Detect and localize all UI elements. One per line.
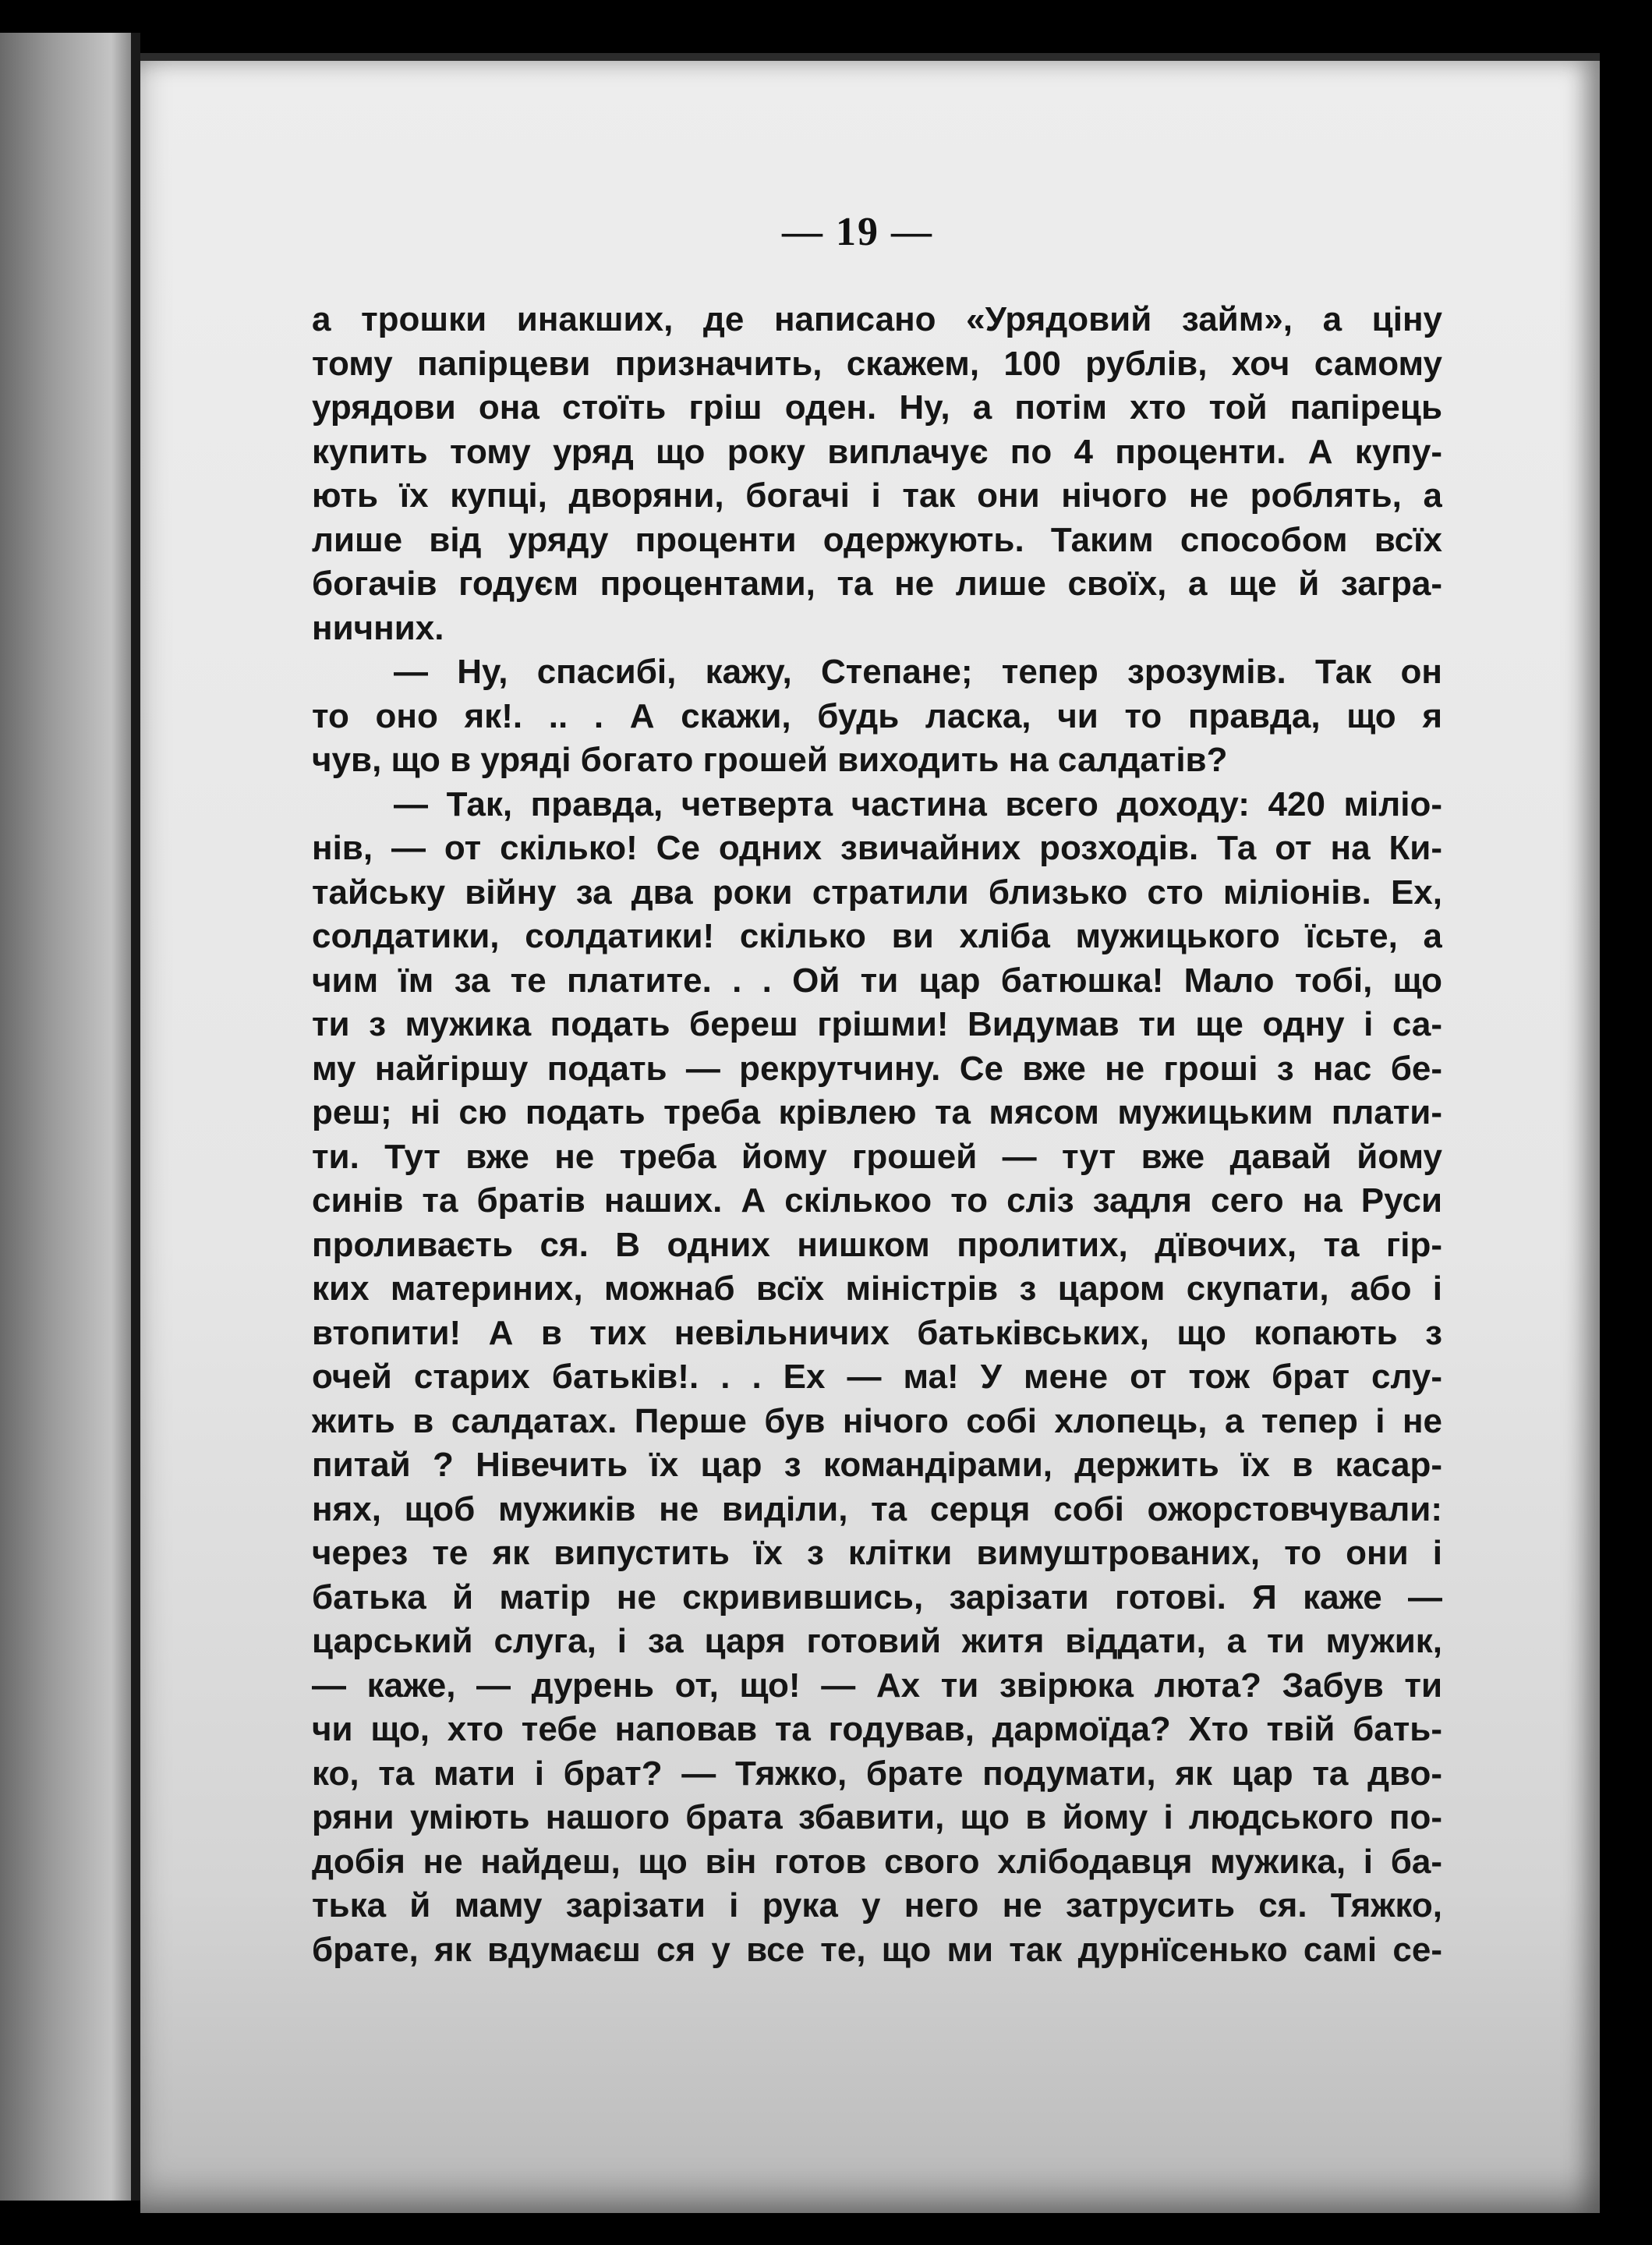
- text-line: богачів годуєм процентами, та не лише своїх, а ще й загра-: [312, 565, 1442, 603]
- previous-page-edge: [0, 33, 131, 2201]
- text-line: му найгіршу подать — рекрутчину. Се вже не гроші з нас бе-: [312, 1049, 1442, 1088]
- text-line: купить тому уряд що року виплачує по 4 проценти. А купу-: [312, 432, 1442, 471]
- text-line: втопити! А в тих невільничих батьківських, що копають з: [312, 1313, 1442, 1352]
- text-line: синів та братів наших. А скількоо то сліз задля сего на Руси: [312, 1181, 1442, 1220]
- text-line: ти з мужика подать береш грішми! Видумав ти ще одну і са-: [312, 1005, 1442, 1043]
- text-line: а трошки инакших, де написано «Урядовий займ», а ціну: [312, 300, 1442, 338]
- page-number: — 19 —: [782, 210, 933, 254]
- text-line: реш; ні сю подать треба крівлею та мясом мужицьким плати-: [312, 1093, 1442, 1131]
- text-line: нях, щоб мужиків не виділи, та серця собі ожорстовчували:: [312, 1489, 1442, 1528]
- text-line: тайську війну за два роки стратили близько сто міліонів. Ех,: [312, 873, 1442, 912]
- text-line: тька й маму зарізати і рука у него не затрусить ся. Тяжко,: [312, 1886, 1442, 1925]
- text-line: очей старих батьків!. . . Ех — ма! У мене от тож брат слу-: [312, 1358, 1442, 1396]
- page-body-text: [312, 298, 1442, 1972]
- text-line: урядови она стоїть гріш оден. Ну, а потім хто той папірець: [312, 388, 1442, 427]
- text-line: ничних.: [312, 608, 444, 647]
- text-line: проливаєть ся. В одних нишком пролитих, дївочих, та гір-: [312, 1225, 1442, 1264]
- text-line: солдатики, солдатики! скілько ви хліба мужицького їсьте, а: [312, 917, 1442, 955]
- text-line: — каже, — дурень от, що! — Ах ти звірюка люта? Забув ти: [312, 1666, 1442, 1705]
- text-line: ють їх купці, дворяни, богачі і так они нічого не роблять, а: [312, 476, 1442, 515]
- text-line: ряни уміють нашого брата збавити, що в йому і людського по-: [312, 1798, 1442, 1836]
- text-line: ких материних, можнаб всїх міністрів з царом скупати, або і: [312, 1269, 1442, 1308]
- text-line: тому папірцеви призначить, скажем, 100 рублів, хоч самому: [312, 344, 1442, 383]
- text-line: нів, — от скілько! Се одних звичайних розходів. Та от на Ки-: [312, 829, 1442, 867]
- text-line: брате, як вдумаєш ся у все те, що ми так дурнїсенько самі се-: [312, 1930, 1442, 1969]
- text-line: ти. Тут вже не треба йому грошей — тут вже давай йому: [312, 1137, 1442, 1176]
- text-line: питай ? Нівечить їх цар з командірами, держить їх в касар-: [312, 1446, 1442, 1484]
- text-line: жить в салдатах. Перше був нічого собі хлопець, а тепер і не: [312, 1401, 1442, 1440]
- text-line: чим їм за те платите. . . Ой ти цар батюшка! Мало тобі, що: [312, 961, 1442, 1000]
- text-line: батька й матір не скривившись, зарізати готові. Я каже —: [312, 1578, 1442, 1616]
- text-line: лише від уряду проценти одержують. Таким способом всїх: [312, 520, 1442, 559]
- text-line: добія не найдеш, що він готов свого хлібодавця мужика, і ба-: [312, 1842, 1442, 1881]
- text-line: чи що, хто тебе наповав та годував, дармоїда? Хто твій бать-: [312, 1710, 1442, 1748]
- text-line: царський слуга, і за царя готовий житя віддати, а ти мужик,: [312, 1622, 1442, 1660]
- text-line: ко, та мати і брат? — Тяжко, брате подумати, як цар та дво-: [312, 1754, 1442, 1793]
- text-line: через те як випустить їх з клітки вимуштрованих, то они і: [312, 1534, 1442, 1572]
- text-line: чув, що в уряді богато грошей виходить на салдатів?: [312, 741, 1228, 779]
- text-line: то оно як!. .. . А скажи, будь ласка, чи то правда, що я: [312, 696, 1442, 735]
- text-line: — Так, правда, четверта частина всего доходу: 420 міліо-: [394, 784, 1442, 823]
- text-line: — Ну, спасибі, кажу, Степане; тепер зрозумів. Так он: [394, 653, 1442, 691]
- book-gutter: [131, 33, 140, 2201]
